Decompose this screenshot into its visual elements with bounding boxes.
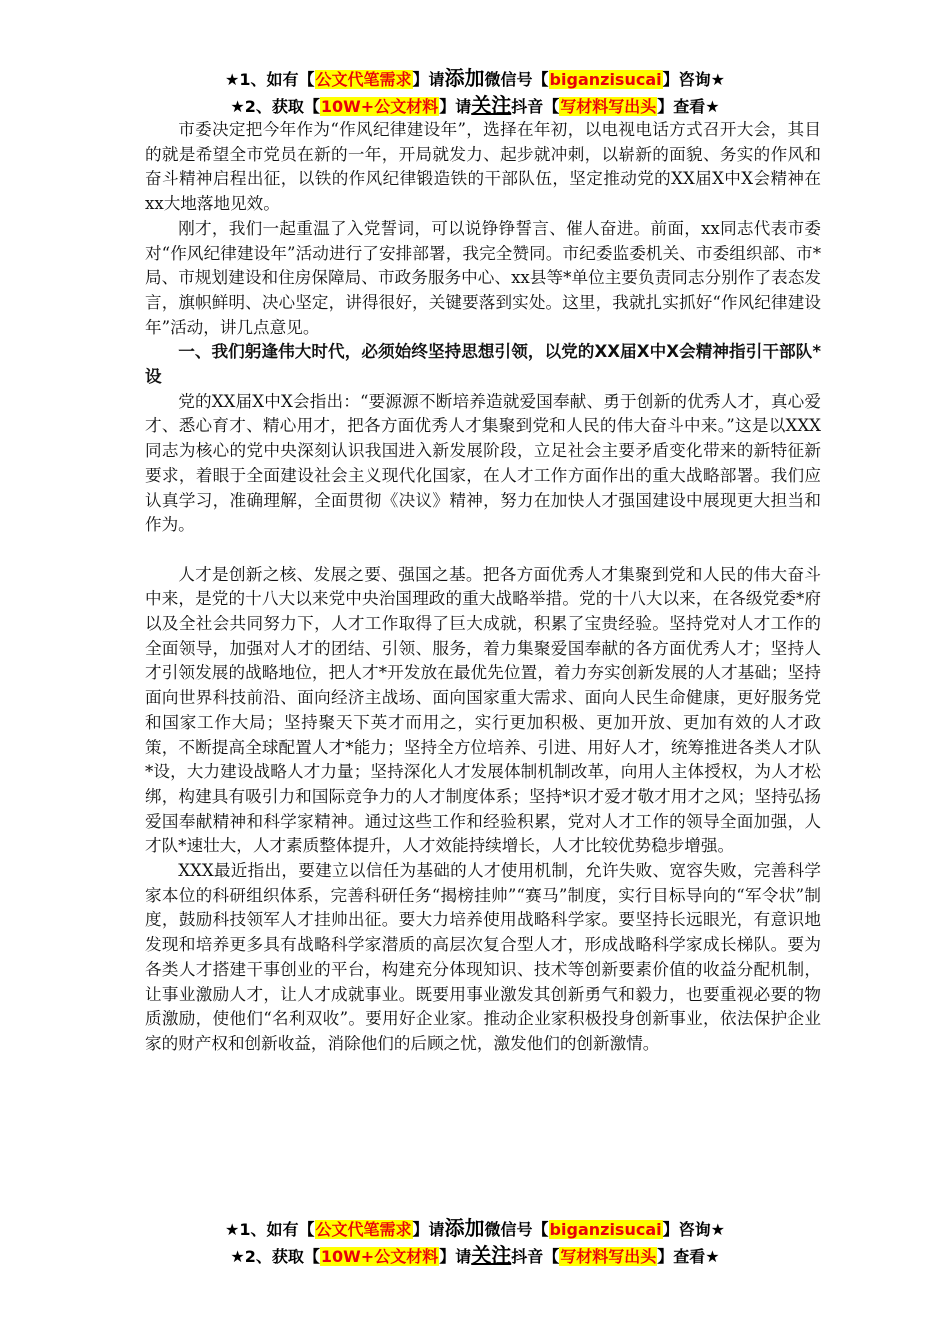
banner-text: 】查看★ (657, 97, 720, 116)
highlight-wechat-id: biganzisucai (549, 1220, 662, 1239)
section-heading: 一、我们躬逢伟大时代，必须始终坚持思想引领，以党的XX届X中X会精神指引干部队*设 (145, 342, 821, 387)
banner-text: 】查看★ (657, 1247, 720, 1266)
banner-text: 微信号【 (484, 1220, 549, 1239)
banner-text: ★2、获取【 (230, 1247, 320, 1266)
document-body (145, 118, 821, 1057)
banner-text: 抖音【 (511, 97, 560, 116)
promo-banner-bottom-line1 (0, 1218, 950, 1240)
banner-emphasis: 关注 (471, 1243, 512, 1267)
promo-banner-bottom-line2 (0, 1245, 950, 1267)
paragraph: 市委决定把今年作为“作风纪律建设年”，选择在年初，以电视电话方式召开大会，其目的就是希望全市党员在新的一年，开局就发力、起步就冲刺，以崭新的面貌、务实的作风和奋斗精神启程出征，以铁的作风纪律锻造铁的干部队伍，坚定推动党的XX届X中X会精神在xx大地落地见效。 (145, 120, 821, 214)
highlight-service: 公文代笔需求 (315, 70, 412, 89)
promo-banner-top-line1 (0, 68, 950, 90)
highlight-service: 公文代笔需求 (315, 1220, 412, 1239)
banner-text: 】请 (412, 70, 445, 89)
banner-emphasis: 添加 (444, 1216, 485, 1240)
paragraph: 党的XX届X中X会指出：“要源源不断培养造就爱国奉献、勇于创新的优秀人才，真心爱才、悉心育才、精心用才，把各方面优秀人才集聚到党和人民的伟大奋斗中来。”这是以XXX同志为核心的党中央深刻认识我国进入新发展阶段，立足社会主要矛盾变化带来的新特征新要求，着眼于全面建设社会主义现代化国家，在人才工作方面作出的重大战略部署。我们应认真学习，准确理解，全面贯彻《决议》精神，努力在加快人才强国建设中展现更大担当和作为。 (145, 391, 821, 535)
banner-text: 】请 (439, 97, 472, 116)
banner-text: ★1、如有【 (225, 70, 315, 89)
banner-text: 】请 (412, 1220, 445, 1239)
banner-emphasis: 关注 (471, 93, 512, 117)
highlight-materials: 10W+公文材料 (320, 97, 439, 116)
banner-text: 抖音【 (511, 1247, 560, 1266)
highlight-wechat-id: biganzisucai (549, 70, 662, 89)
highlight-douyin-account: 写材料写出头 (560, 97, 657, 116)
blank-line (145, 538, 821, 563)
banner-text: 】请 (439, 1247, 472, 1266)
paragraph: XXX最近指出，要建立以信任为基础的人才使用机制，允许失败、宽容失败，完善科学家本位的科研组织体系，完善科研任务“揭榜挂帅”“赛马”制度，实行目标导向的“军令状”制度，鼓励科技领军人才挂帅出征。要大力培养使用战略科学家。要坚持长远眼光，有意识地发现和培养更多具有战略科学家潜质的高层次复合型人才，形成战略科学家成长梯队。要为各类人才搭建干事创业的平台，构建充分体现知识、技术等创新要素价值的收益分配机制，让事业激励人才，让人才成就事业。既要用事业激发其创新勇气和毅力，也要重视必要的物质激励，使他们“名利双收”。要用好企业家。推动企业家积极投身创新事业，依法保护企业家的财产权和创新收益，消除他们的后顾之忧，激发他们的创新激情。 (145, 861, 821, 1053)
banner-emphasis: 添加 (444, 66, 485, 90)
banner-text: ★1、如有【 (225, 1220, 315, 1239)
banner-text: 】咨询★ (662, 1220, 725, 1239)
promo-banner-top-line2 (0, 95, 950, 117)
paragraph: 刚才，我们一起重温了入党誓词，可以说铮铮誓言、催人奋进。前面，xx同志代表市委对“作风纪律建设年”活动进行了安排部署，我完全赞同。市纪委监委机关、市委组织部、市*局、市规划建设和住房保障局、市政务服务中心、xx县等*单位主要负责同志分别作了表态发言，旗帜鲜明、决心坚定，讲得很好，关键要落到实处。这里，我就扎实抓好“作风纪律建设年”活动，讲几点意见。 (145, 218, 821, 337)
paragraph: 人才是创新之核、发展之要、强国之基。把各方面优秀人才集聚到党和人民的伟大奋斗中来，是党的十八大以来党中央治国理政的重大战略举措。党的十八大以来，在各级党委*府以及全社会共同努力下，人才工作取得了巨大成就，积累了宝贵经验。坚持党对人才工作的全面领导，加强对人才的团结、引领、服务，着力集聚爱国奉献的各方面优秀人才；坚持人才引领发展的战略地位，把人才*开发放在最优先位置，着力夯实创新发展的人才基础；坚持面向世界科技前沿、面向经济主战场、面向国家重大需求、面向人民生命健康，更好服务党和国家工作大局；坚持聚天下英才而用之，实行更加积极、更加开放、更加有效的人才政策，不断提高全球配置人才*能力；坚持全方位培养、引进、用好人才，统筹推进各类人才队*设，大力建设战略人才力量；坚持深化人才发展体制机制改革，向用人主体授权，为人才松绑，构建具有吸引力和国际竞争力的人才制度体系；坚持*识才爱才敬才用才之风；坚持弘扬爱国奉献精神和科学家精神。通过这些工作和经验积累，党对人才工作的领导全面加强，人才队*速壮大，人才素质整体提升，人才效能持续增长，人才比较优势稳步增强。 (145, 564, 821, 856)
highlight-materials: 10W+公文材料 (320, 1247, 439, 1266)
highlight-douyin-account: 写材料写出头 (560, 1247, 657, 1266)
banner-text: ★2、获取【 (230, 97, 320, 116)
banner-text: 微信号【 (484, 70, 549, 89)
banner-text: 】咨询★ (662, 70, 725, 89)
